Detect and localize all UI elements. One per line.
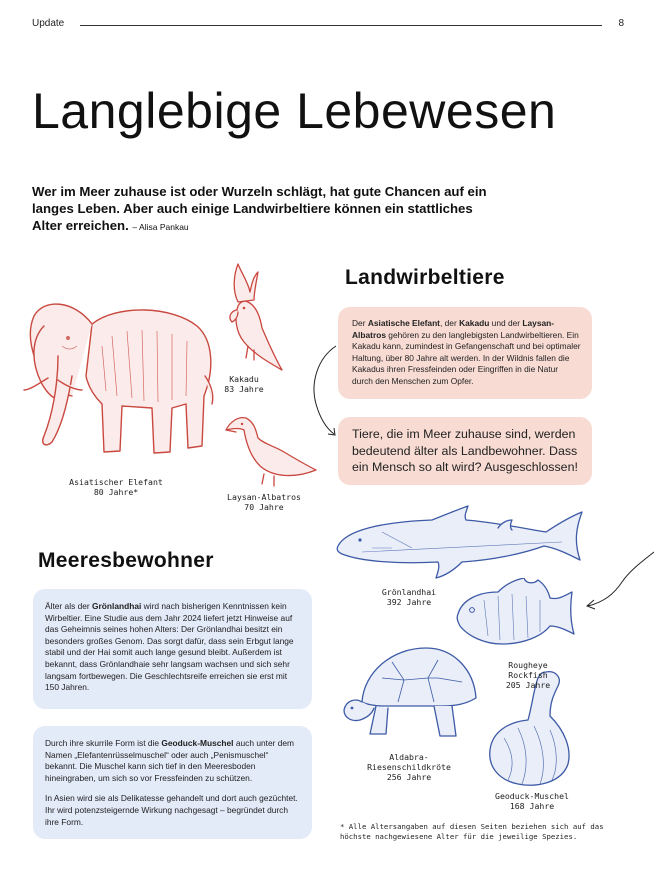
caption-elefant-name: Asiatischer Elefant xyxy=(69,477,163,487)
caption-rockfish-age: 205 Jahre xyxy=(505,680,551,690)
sea-text-3: Durch ihre skurrile Form ist die xyxy=(45,738,162,748)
caption-kroete-name-1: Aldabra- xyxy=(389,752,429,762)
caption-kroete-name-2: Riesenschildkröte xyxy=(367,762,451,772)
sea-term-geoduck: Geoduck-Muschel xyxy=(161,738,234,748)
caption-muschel-age: 168 Jahre xyxy=(509,801,555,811)
page-number: 8 xyxy=(618,18,624,29)
rockfish-illustration xyxy=(454,578,578,652)
sea-text-5: In Asien wird sie als Delikatesse gehandelt und dort auch gezüchtet. Ihr wird potenzsteigernde Wirkung nachgesagt – begründet durch ihre Form. xyxy=(45,793,298,827)
caption-kakadu-name: Kakadu xyxy=(229,374,259,384)
elephant-illustration xyxy=(22,286,222,466)
land-text-4: gehören zu den langlebigsten Landwirbeltieren. Ein Kakadu kann, zumindest in Gefangenschaft und bei optimaler Haltung, über 80 Jahre alt werden. In der Wildnis fallen die Kakadus ihren Fressfeinden oder Eingriffen in die Natur durch den Menschen zum Opfer. xyxy=(352,329,581,386)
caption-kroete-age: 256 Jahre xyxy=(386,772,432,782)
footnote: * Alle Altersangaben auf diesen Seiten beziehen sich auf das höchste nachgewiesene Alter für die jeweilige Spezies. xyxy=(340,822,604,841)
land-info-box xyxy=(338,307,592,399)
caption-rockfish xyxy=(496,660,560,690)
land-term-albatros: Laysan-Albatros xyxy=(352,318,555,340)
intro-author: – Alisa Pankau xyxy=(132,222,189,232)
sea-heading: Meeresbewohner xyxy=(38,549,214,572)
caption-elefant xyxy=(58,477,174,497)
caption-kakadu-age: 83 Jahre xyxy=(224,384,264,394)
header-rule xyxy=(80,25,602,26)
caption-kroete xyxy=(362,752,456,782)
caption-rockfish-name-1: Rougheye xyxy=(508,660,548,670)
caption-rockfish-name-2: Rockfish xyxy=(508,670,548,680)
caption-kakadu xyxy=(212,374,276,394)
caption-albatros-name: Laysan-Albatros xyxy=(227,492,301,502)
greenland-shark-illustration xyxy=(332,502,584,582)
sea-term-groenlandhai: Grönlandhai xyxy=(92,601,142,611)
land-callout-box xyxy=(338,417,592,485)
land-text-1: Der xyxy=(352,318,368,328)
sea-text-4: auch unter dem Namen „Elefantenrüsselmuschel“ oder auch „Penismuschel“ bekannt. Die Muschel kann sich tief in den Meeresboden hineingraben, um sich so vor Fressfeinden zu schützen. xyxy=(45,738,295,783)
page-title: Langlebige Lebewesen xyxy=(32,83,557,139)
caption-albatros xyxy=(222,492,306,512)
arrow-curve-left xyxy=(308,342,344,442)
land-text-3: und der xyxy=(489,318,523,328)
caption-hai xyxy=(374,587,444,607)
caption-elefant-age: 80 Jahre* xyxy=(93,487,139,497)
cockatoo-illustration xyxy=(224,262,294,374)
caption-muschel-name: Geoduck-Muschel xyxy=(495,791,569,801)
caption-hai-name: Grönlandhai xyxy=(381,587,437,597)
sea-info-box-shark xyxy=(33,589,312,709)
caption-hai-age: 392 Jahre xyxy=(386,597,432,607)
land-callout-text: Tiere, die im Meer zuhause sind, werden bedeutend älter als Landbewohner. Dass ein Mensch so alt wird? Ausgeschlossen! xyxy=(352,427,578,474)
caption-muschel xyxy=(494,791,570,811)
sea-text-1: Älter als der xyxy=(45,601,93,611)
albatross-illustration xyxy=(224,408,319,488)
land-term-kakadu: Kakadu xyxy=(459,318,490,328)
arrow-curve-right xyxy=(578,548,654,612)
section-label: Update xyxy=(32,18,65,29)
caption-albatros-age: 70 Jahre xyxy=(244,502,284,512)
intro-text: Wer im Meer zuhause ist oder Wurzeln schlägt, hat gute Chancen auf ein langes Leben. Aber auch einige Landwirbeltiere können ein stattliches Alter erreichen. xyxy=(32,184,487,233)
land-term-elefant: Asiatische Elefant xyxy=(367,318,440,328)
sea-text-2: wird nach bisherigen Kenntnissen kein Wirbeltier. Eine Studie aus dem Jahr 2024 liefert jetzt Hinweise auf das Geheimnis seines hohen Alters: Der Grönlandhai besitzt ein besonders großes Genom. Das sorgt dafür, dass sein Erbgut lange stabil und der Hai somit auch lange gesund bleibt. Außerdem ist bekannt, dass Grönlandhaie sehr langsam wachsen und sich sehr langsam fortbewegen. Die Geschlechtsreife erreichen sie erst mit 150 Jahren. xyxy=(45,601,294,693)
page-header xyxy=(32,18,624,32)
land-heading: Landwirbeltiere xyxy=(345,266,505,289)
sea-info-box-geoduck xyxy=(33,726,312,839)
tortoise-illustration xyxy=(342,642,480,742)
intro-paragraph xyxy=(32,183,492,236)
land-text-2: , der xyxy=(439,318,460,328)
